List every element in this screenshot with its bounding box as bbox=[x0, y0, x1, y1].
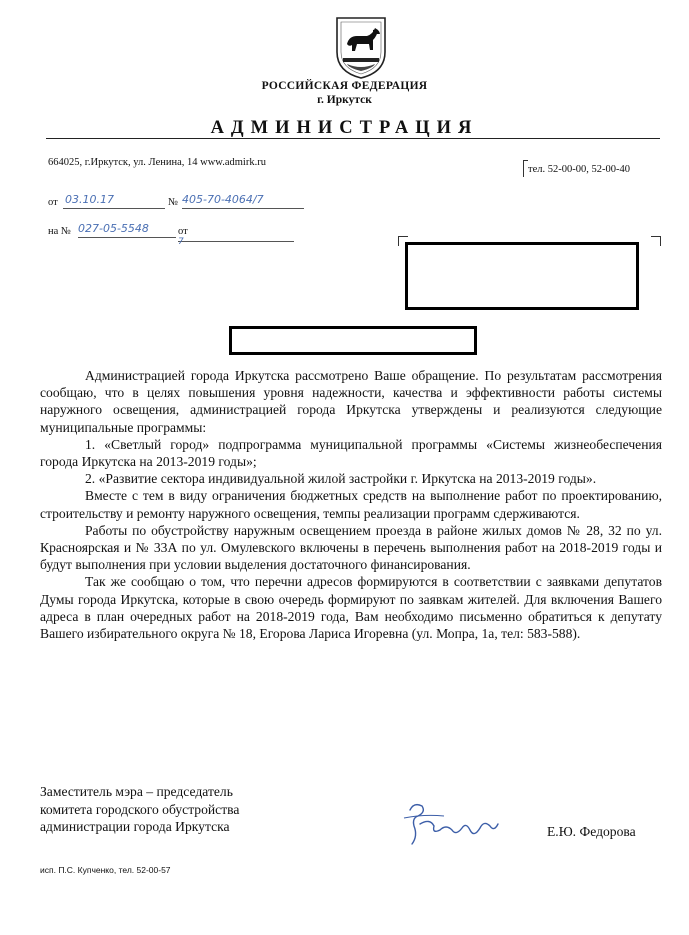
outgoing-date: 03.10.17 bbox=[63, 193, 165, 209]
position-line: администрации города Иркутска bbox=[40, 819, 230, 834]
reply-number-label: на № bbox=[48, 226, 71, 237]
outgoing-number: 405-70-4064/7 bbox=[182, 193, 304, 209]
date-label: от bbox=[48, 197, 58, 208]
paragraph-works: Работы по обустройству наружным освещением проезда в районе жилых домов № 28, 32 по ул. Красноярская и № 33А по ул. Омулевского включены в перечень выполнения работ на 2018-2019 годы и будут выполнения при условии выделения достаточного финансирования. bbox=[40, 522, 662, 573]
paragraph-intro: Администрацией города Иркутска рассмотрено Ваше обращение. По результатам рассмотрения сообщаю, что в целях повышения уровня надежности, качества и эффективности работы системы наружного освещения, администрацией города Иркутска утверждены и реализуются следующие муниципальные программы: bbox=[40, 368, 662, 435]
header-divider bbox=[46, 138, 660, 139]
reply-date-label: от bbox=[178, 226, 188, 237]
organization-title: АДМИНИСТРАЦИЯ bbox=[210, 118, 479, 138]
paragraph-program-2: 2. «Развитие сектора индивидуальной жилой застройки г. Иркутска на 2013-2019 годы». bbox=[85, 471, 597, 487]
position-line: комитета городского обустройства bbox=[40, 801, 240, 817]
letter-body bbox=[40, 367, 662, 642]
handwritten-signature bbox=[400, 796, 506, 852]
number-label: № bbox=[168, 197, 179, 208]
paragraph-program-1: 1. «Светлый город» подпрограмма муниципальной программы «Системы жизнеобеспечения города Иркутска на 2013-2019 годы»; bbox=[40, 436, 662, 470]
signatory-name: Е.Ю. Федорова bbox=[547, 824, 636, 839]
addressee-corner-top-right bbox=[651, 236, 661, 246]
reply-number: 027-05-5548 bbox=[78, 222, 176, 238]
organization-address: 664025, г.Иркутск, ул. Ленина, 14 www.admirk.ru bbox=[48, 157, 266, 168]
paragraph-deputies: Так же сообщаю о том, что перечни адресов формируются в соответствии с заявками депутатов Думы города Иркутска, которые в свою очередь формируют по заявкам жителей. Для включения Вашего адреса в план очередных работ на 2018-2019 года, Вам необходимо письменно обратиться к депутату Вашего избирательного округа № 18, Егорова Лариса Игоревна (ул. Мопра, 1а, тел: 583-588). bbox=[40, 574, 662, 642]
salutation-redacted-block bbox=[229, 326, 477, 355]
city-name: г. Иркутск bbox=[317, 94, 372, 106]
executor-info: исп. П.С. Купченко, тел. 52-00-57 bbox=[40, 865, 171, 875]
paragraph-budget: Вместе с тем в виду ограничения бюджетных средств на выполнение работ по проектированию, строительству и ремонту наружного освещения, темпы реализации программ сдерживаются. bbox=[40, 488, 662, 521]
signatory-position bbox=[40, 783, 239, 836]
reply-date: 7 bbox=[178, 233, 294, 242]
coat-of-arms-icon bbox=[333, 14, 389, 80]
addressee-redacted-block bbox=[405, 242, 639, 310]
position-line: Заместитель мэра – председатель bbox=[40, 784, 233, 799]
country-name: РОССИЙСКАЯ ФЕДЕРАЦИЯ bbox=[261, 80, 428, 92]
organization-phones: тел. 52-00-00, 52-00-40 bbox=[528, 164, 630, 175]
